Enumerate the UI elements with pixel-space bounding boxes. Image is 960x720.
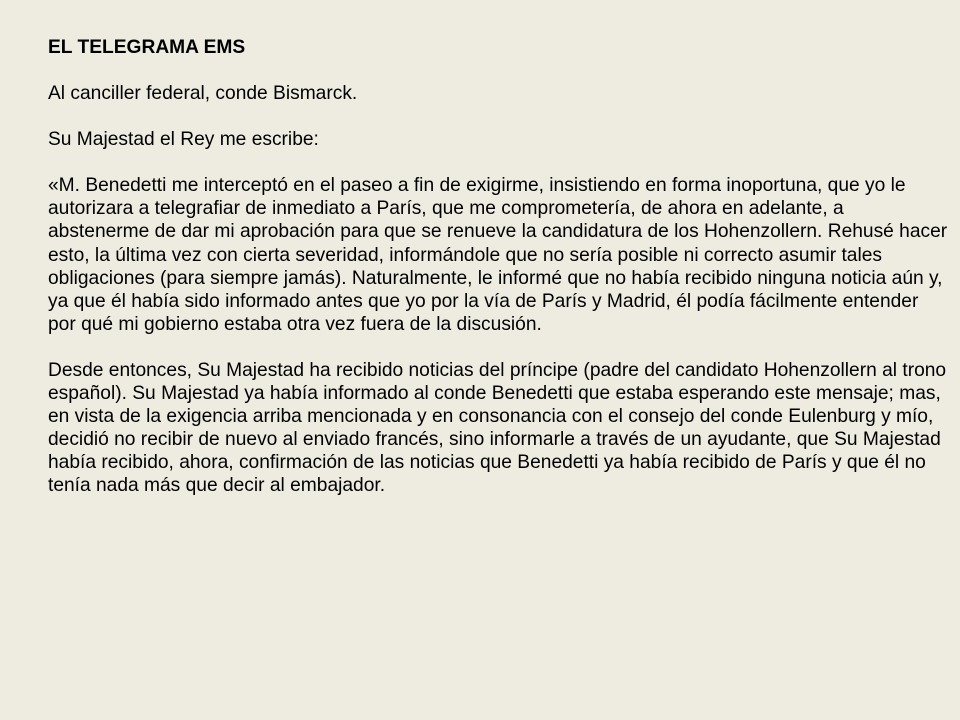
document-title: EL TELEGRAMA EMS [48,37,246,58]
intro-paragraph: Su Majestad el Rey me escribe: [48,129,319,151]
document-body [48,36,948,498]
closing-paragraph: Desde entonces, Su Majestad ha recibido noticias del príncipe (padre del candidato Hohenzollern al trono español). Su Majestad ya había informado al conde Benedetti que estaba esperando este mensaje; mas, en vista de la exigencia arriba mencionada y en consonancia con el consejo del conde Eulenburg y mío, decidió no recibir de nuevo al enviado francés, sino informarle a través de un ayudante, que Su Majestad había recibido, ahora, confirmación de las noticias que Benedetti ya había recibido de París y que él no tenía nada más que decir al embajador. [48,359,947,497]
quote-paragraph: «M. Benedetti me interceptó en el paseo a fin de exigirme, insistiendo en forma inoportuna, que yo le autorizara a telegrafiar de inmediato a París, que me comprometería, de ahora en adelante, a abstenerme de dar mi aprobación para que se renueve la candidatura de los Hohenzollern. Rehusé hacer esto, la última vez con cierta severidad, informándole que no sería posible ni correcto asumir tales obligaciones (para siempre jamás). Naturalmente, le informé que no había recibido ninguna noticia aún y, ya que él había sido informado antes que yo por la vía de París y Madrid, él podía fácilmente entender por qué mi gobierno estaba otra vez fuera de la discusión. [48,175,948,335]
salutation-paragraph: Al canciller federal, conde Bismarck. [48,83,358,105]
